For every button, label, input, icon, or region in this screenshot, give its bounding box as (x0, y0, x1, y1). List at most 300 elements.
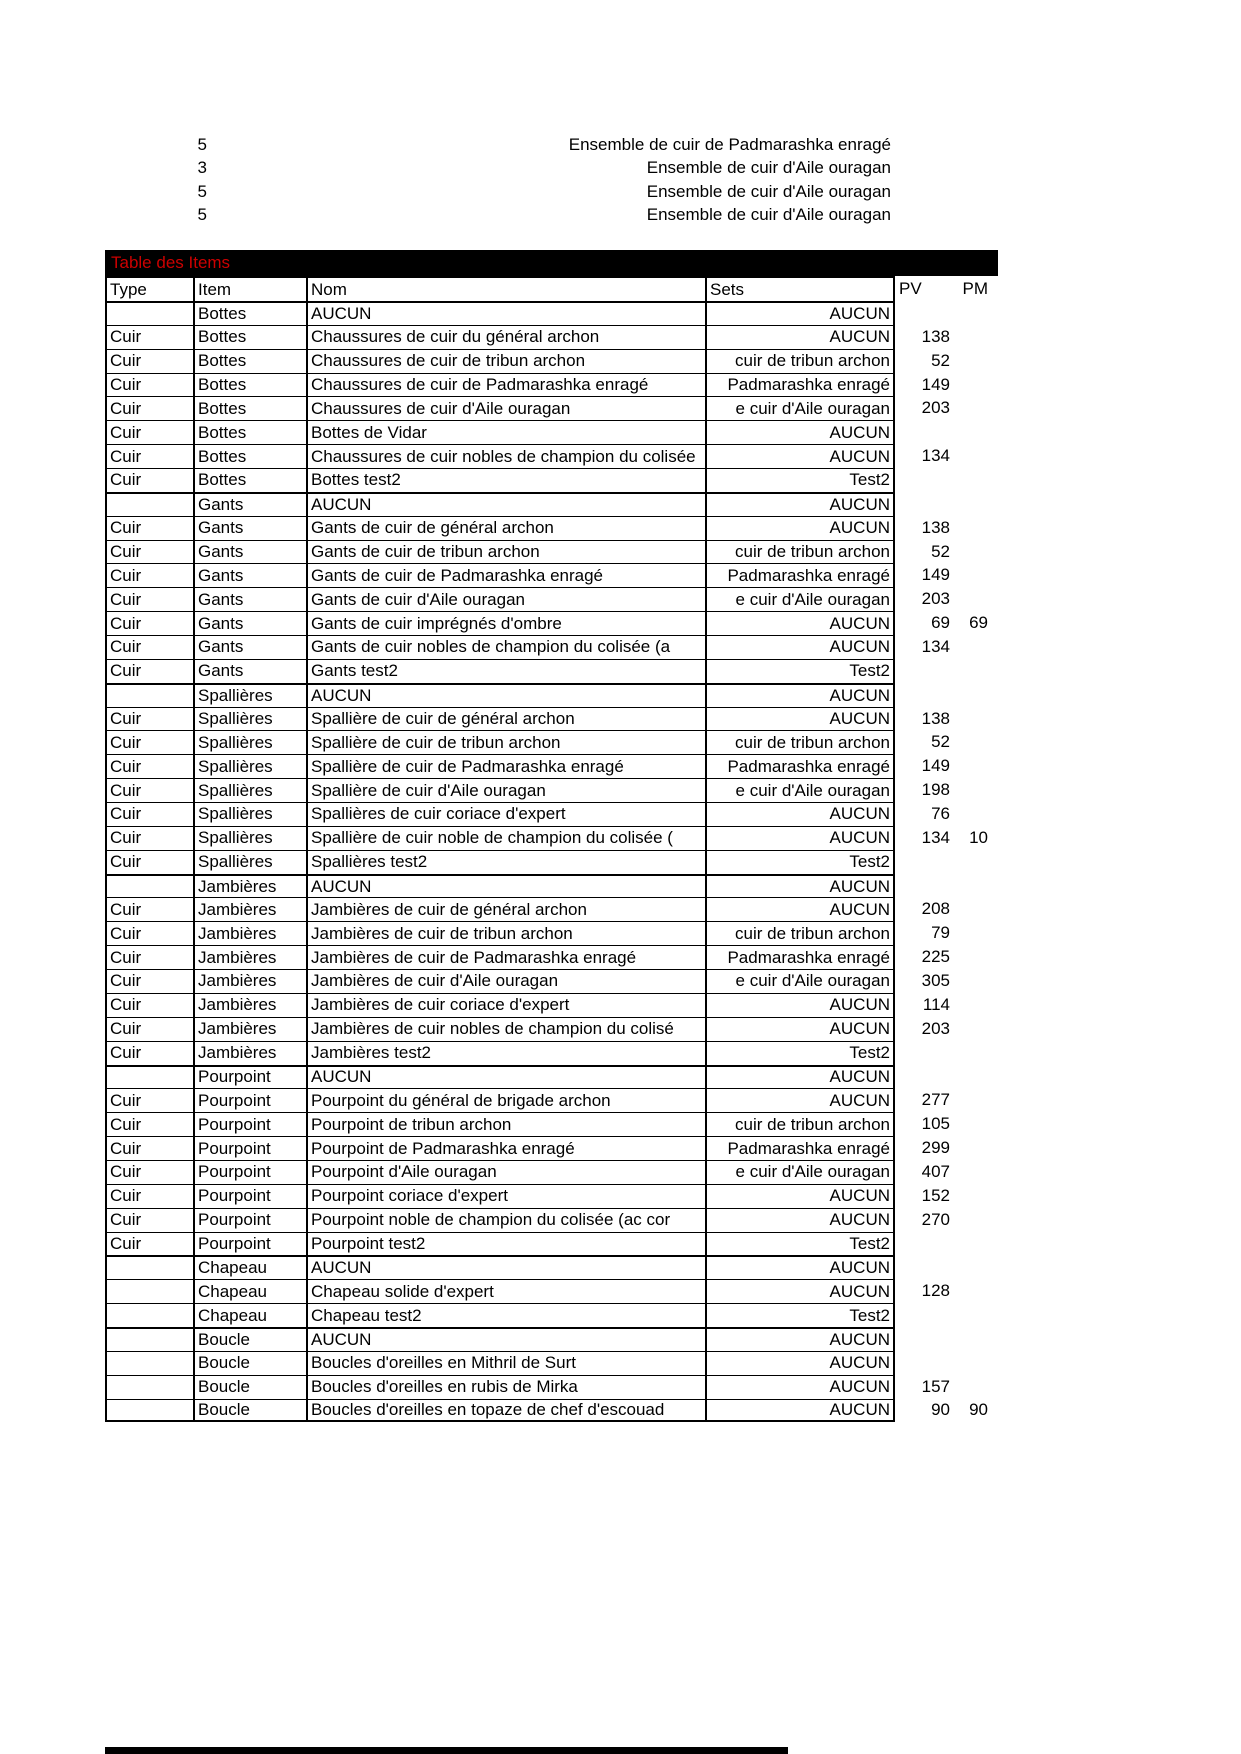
cell-pm (953, 683, 990, 707)
cell-pm (953, 1279, 990, 1303)
cell-pv: 52 (931, 541, 950, 561)
table-row (105, 730, 990, 754)
cell-pm: 10 (969, 827, 988, 847)
cell-item: Pourpoint (195, 1088, 308, 1112)
cell-pv: 79 (931, 923, 950, 943)
cell-pm (953, 635, 990, 659)
cell-pv (895, 659, 953, 683)
table-row (105, 897, 990, 921)
cell-pv (895, 1255, 953, 1279)
cell-nom: Chaussures de cuir du général archon (308, 325, 707, 349)
cell-item: Pourpoint (195, 1112, 308, 1136)
cell-pv (895, 1327, 953, 1351)
table-row (105, 1088, 990, 1112)
cell-pv: 149 (921, 565, 950, 585)
cell-type: Cuir (105, 945, 195, 969)
cell-type: Cuir (105, 1208, 195, 1232)
table-row (105, 1160, 990, 1184)
cell-item: Pourpoint (195, 1065, 308, 1089)
cell-type (105, 1351, 195, 1375)
cell-pm (953, 1041, 990, 1065)
cell-nom: Gants de cuir nobles de champion du colisée (a (308, 635, 707, 659)
col-header-item: Item (195, 276, 308, 301)
cell-item: Jambières (195, 1017, 308, 1041)
cell-pm (953, 1160, 990, 1184)
table-row (105, 540, 990, 564)
cell-type: Cuir (105, 850, 195, 874)
cell-pm (953, 1017, 990, 1041)
items-table (105, 276, 990, 1422)
cell-pm (953, 921, 990, 945)
cell-type: Cuir (105, 897, 195, 921)
cell-pm (953, 1088, 990, 1112)
cell-type: Cuir (105, 778, 195, 802)
cell-item: Bottes (195, 444, 308, 468)
cell-item: Jambières (195, 1041, 308, 1065)
cell-item: Chapeau (195, 1255, 308, 1279)
cell-pv: 152 (921, 1185, 950, 1205)
cell-pv: 52 (931, 350, 950, 370)
cell-type: Cuir (105, 635, 195, 659)
cell-sets: AUCUN (707, 1279, 895, 1303)
cell-nom: Pourpoint coriace d'expert (308, 1184, 707, 1208)
cell-pm (953, 420, 990, 444)
cell-item: Bottes (195, 468, 308, 492)
table-title: Table des Items (111, 253, 231, 272)
cell-pv (895, 1232, 953, 1256)
cell-sets: AUCUN (707, 325, 895, 349)
cell-pm (953, 396, 990, 420)
cell-pm (953, 349, 990, 373)
cell-pm (953, 1375, 990, 1399)
cell-type: Cuir (105, 802, 195, 826)
cell-sets: Test2 (707, 850, 895, 874)
cell-pv: 90 (931, 1400, 950, 1420)
cell-item: Boucle (195, 1327, 308, 1351)
cell-pm (953, 969, 990, 993)
cell-nom: AUCUN (308, 1327, 707, 1351)
cell-sets: AUCUN (707, 1017, 895, 1041)
table-header-row (105, 276, 990, 301)
cell-sets: AUCUN (707, 420, 895, 444)
summary-set-name: Ensemble de cuir de Padmarashka enragé (568, 135, 891, 154)
cell-type: Cuir (105, 1041, 195, 1065)
cell-pm (953, 993, 990, 1017)
cell-pm (953, 1065, 990, 1089)
cell-type: Cuir (105, 707, 195, 731)
cell-item: Jambières (195, 897, 308, 921)
cell-sets: AUCUN (707, 874, 895, 898)
cell-sets: AUCUN (707, 611, 895, 635)
cell-item: Spallières (195, 802, 308, 826)
cell-nom: Jambières de cuir de général archon (308, 897, 707, 921)
cell-item: Spallières (195, 778, 308, 802)
cell-type: Cuir (105, 587, 195, 611)
cell-pv (895, 683, 953, 707)
cell-item: Boucle (195, 1399, 308, 1423)
table-row (105, 826, 990, 850)
cell-pv (895, 1065, 953, 1089)
cell-type: Cuir (105, 396, 195, 420)
cell-sets: AUCUN (707, 1255, 895, 1279)
cell-sets: AUCUN (707, 1088, 895, 1112)
cell-pm: 90 (969, 1400, 988, 1420)
cell-item: Jambières (195, 945, 308, 969)
cell-pm (953, 1208, 990, 1232)
cell-pm (953, 516, 990, 540)
cell-item: Pourpoint (195, 1184, 308, 1208)
table-row (105, 492, 990, 516)
table-row (105, 1017, 990, 1041)
cell-nom: Spallières de cuir coriace d'expert (308, 802, 707, 826)
table-row (105, 420, 990, 444)
cell-sets: AUCUN (707, 444, 895, 468)
cell-item: Gants (195, 611, 308, 635)
cell-pv (895, 1041, 953, 1065)
cell-type: Cuir (105, 468, 195, 492)
table-row (105, 707, 990, 731)
cell-nom: Gants de cuir de Padmarashka enragé (308, 563, 707, 587)
cell-item: Jambières (195, 993, 308, 1017)
cell-item: Bottes (195, 396, 308, 420)
cell-nom: Gants de cuir de général archon (308, 516, 707, 540)
cell-pm (953, 1303, 990, 1327)
cell-nom: Spallière de cuir de tribun archon (308, 730, 707, 754)
cell-pv: 305 (921, 970, 950, 990)
cell-sets: e cuir d'Aile ouragan (707, 1160, 895, 1184)
summary-row (0, 156, 1000, 179)
cell-type (105, 874, 195, 898)
next-section-bar-cutoff (105, 1747, 788, 1754)
cell-pv: 277 (921, 1090, 950, 1110)
table-row (105, 349, 990, 373)
table-row (105, 1112, 990, 1136)
cell-type: Cuir (105, 325, 195, 349)
cell-sets: cuir de tribun archon (707, 1112, 895, 1136)
cell-sets: AUCUN (707, 802, 895, 826)
table-row (105, 945, 990, 969)
cell-pm (953, 1351, 990, 1375)
cell-sets: AUCUN (707, 993, 895, 1017)
cell-type (105, 1399, 195, 1423)
cell-pv: 138 (921, 708, 950, 728)
cell-pv: 134 (921, 827, 950, 847)
cell-item: Bottes (195, 420, 308, 444)
cell-item: Gants (195, 516, 308, 540)
cell-type: Cuir (105, 921, 195, 945)
cell-type (105, 1327, 195, 1351)
cell-pm (953, 373, 990, 397)
table-row (105, 468, 990, 492)
cell-item: Chapeau (195, 1303, 308, 1327)
cell-pm (953, 1255, 990, 1279)
cell-item: Jambières (195, 969, 308, 993)
cell-pv (895, 1303, 953, 1327)
col-header-type: Type (105, 276, 195, 301)
cell-sets: AUCUN (707, 1065, 895, 1089)
cell-pm (953, 850, 990, 874)
cell-nom: AUCUN (308, 683, 707, 707)
cell-pm (953, 874, 990, 898)
cell-sets: Test2 (707, 659, 895, 683)
cell-sets: AUCUN (707, 1184, 895, 1208)
table-row (105, 1303, 990, 1327)
cell-pm (953, 492, 990, 516)
cell-nom: Chaussures de cuir nobles de champion du colisée (308, 444, 707, 468)
table-row (105, 874, 990, 898)
cell-pm (953, 325, 990, 349)
summary-row (0, 180, 1000, 203)
cell-type (105, 1375, 195, 1399)
table-row (105, 1041, 990, 1065)
cell-pv: 52 (931, 732, 950, 752)
table-row (105, 993, 990, 1017)
cell-pm (953, 659, 990, 683)
cell-pm (953, 897, 990, 921)
cell-item: Gants (195, 587, 308, 611)
cell-pm (953, 301, 990, 325)
cell-pm (953, 1112, 990, 1136)
table-row (105, 921, 990, 945)
cell-pv: 138 (921, 326, 950, 346)
cell-pm (953, 802, 990, 826)
cell-nom: Spallière de cuir d'Aile ouragan (308, 778, 707, 802)
cell-sets: AUCUN (707, 492, 895, 516)
cell-pv (895, 874, 953, 898)
cell-type (105, 683, 195, 707)
cell-pv: 208 (921, 899, 950, 919)
cell-pm (953, 1136, 990, 1160)
cell-pv: 76 (931, 803, 950, 823)
cell-pv (895, 1351, 953, 1375)
cell-nom: AUCUN (308, 874, 707, 898)
cell-nom: Chaussures de cuir de tribun archon (308, 349, 707, 373)
summary-set-name: Ensemble de cuir d'Aile ouragan (646, 158, 891, 178)
cell-nom: Jambières de cuir d'Aile ouragan (308, 969, 707, 993)
cell-item: Spallières (195, 826, 308, 850)
summary-set-name: Ensemble de cuir d'Aile ouragan (646, 205, 891, 225)
cell-item: Bottes (195, 301, 308, 325)
cell-sets: AUCUN (707, 897, 895, 921)
cell-nom: Pourpoint de Padmarashka enragé (308, 1136, 707, 1160)
cell-type: Cuir (105, 1088, 195, 1112)
cell-type (105, 301, 195, 325)
cell-type: Cuir (105, 659, 195, 683)
cell-nom: Bottes de Vidar (308, 420, 707, 444)
cell-nom: Pourpoint test2 (308, 1232, 707, 1256)
cell-pv (895, 420, 953, 444)
cell-sets: Test2 (707, 1041, 895, 1065)
cell-sets: Test2 (707, 1232, 895, 1256)
cell-sets: e cuir d'Aile ouragan (707, 969, 895, 993)
cell-item: Pourpoint (195, 1136, 308, 1160)
cell-sets: AUCUN (707, 826, 895, 850)
summary-qty: 5 (197, 181, 207, 201)
table-row (105, 850, 990, 874)
cell-item: Gants (195, 540, 308, 564)
cell-pv: 299 (921, 1138, 950, 1157)
cell-pv: 203 (921, 1018, 950, 1038)
summary-set-name: Ensemble de cuir d'Aile ouragan (646, 181, 891, 201)
cell-type (105, 1255, 195, 1279)
table-row (105, 635, 990, 659)
cell-type: Cuir (105, 826, 195, 850)
cell-pm (953, 540, 990, 564)
cell-item: Chapeau (195, 1279, 308, 1303)
cell-type: Cuir (105, 563, 195, 587)
cell-nom: Bottes test2 (308, 468, 707, 492)
cell-item: Spallières (195, 730, 308, 754)
cell-sets: cuir de tribun archon (707, 730, 895, 754)
cell-type: Cuir (105, 730, 195, 754)
table-row (105, 1136, 990, 1160)
cell-sets: AUCUN (707, 1351, 895, 1375)
cell-pm (953, 1327, 990, 1351)
cell-item: Pourpoint (195, 1160, 308, 1184)
cell-sets: e cuir d'Aile ouragan (707, 778, 895, 802)
cell-pm (953, 468, 990, 492)
table-row (105, 1375, 990, 1399)
cell-nom: Jambières de cuir de Padmarashka enragé (308, 945, 707, 969)
cell-pm (953, 707, 990, 731)
cell-type: Cuir (105, 1232, 195, 1256)
cell-nom: Jambières test2 (308, 1041, 707, 1065)
cell-pv: 138 (921, 517, 950, 537)
table-row (105, 1232, 990, 1256)
cell-sets: cuir de tribun archon (707, 921, 895, 945)
summary-row (0, 203, 1000, 226)
cell-sets: AUCUN (707, 1327, 895, 1351)
cell-type: Cuir (105, 420, 195, 444)
cell-pv: 203 (921, 398, 950, 418)
table-row (105, 516, 990, 540)
cell-type: Cuir (105, 540, 195, 564)
cell-pv: 69 (931, 613, 950, 633)
cell-item: Gants (195, 659, 308, 683)
cell-sets: AUCUN (707, 301, 895, 325)
cell-type: Cuir (105, 349, 195, 373)
cell-pm (953, 1184, 990, 1208)
cell-type: Cuir (105, 993, 195, 1017)
table-row (105, 1065, 990, 1089)
cell-item: Bottes (195, 325, 308, 349)
summary-row (0, 133, 1000, 156)
cell-sets: AUCUN (707, 1399, 895, 1423)
cell-item: Bottes (195, 349, 308, 373)
summary-qty: 5 (197, 135, 207, 154)
cell-nom: Jambières de cuir nobles de champion du colisé (308, 1017, 707, 1041)
cell-sets: cuir de tribun archon (707, 540, 895, 564)
cell-sets: e cuir d'Aile ouragan (707, 587, 895, 611)
table-row (105, 373, 990, 397)
cell-item: Spallières (195, 683, 308, 707)
cell-nom: Pourpoint de tribun archon (308, 1112, 707, 1136)
cell-pv: 149 (921, 374, 950, 394)
table-row (105, 969, 990, 993)
cell-pv: 225 (921, 947, 950, 967)
table-row (105, 1327, 990, 1351)
cell-nom: Gants de cuir de tribun archon (308, 540, 707, 564)
cell-pv: 114 (922, 994, 950, 1014)
table-row (105, 444, 990, 468)
cell-item: Boucle (195, 1351, 308, 1375)
cell-type: Cuir (105, 373, 195, 397)
cell-nom: Chapeau test2 (308, 1303, 707, 1327)
cell-item: Bottes (195, 373, 308, 397)
cell-pv: 203 (921, 589, 950, 609)
cell-sets: Test2 (707, 468, 895, 492)
col-header-pm: PM (962, 278, 988, 298)
cell-pv (895, 301, 953, 325)
cell-item: Boucle (195, 1375, 308, 1399)
cell-nom: Spallière de cuir de Padmarashka enragé (308, 754, 707, 778)
cell-nom: Chaussures de cuir d'Aile ouragan (308, 396, 707, 420)
cell-sets: Padmarashka enragé (707, 373, 895, 397)
cell-type: Cuir (105, 1160, 195, 1184)
cell-pm: 69 (969, 613, 988, 633)
cell-nom: Boucles d'oreilles en Mithril de Surt (308, 1351, 707, 1375)
summary-qty: 3 (197, 158, 207, 178)
table-row (105, 778, 990, 802)
table-body (105, 301, 990, 1422)
table-row (105, 563, 990, 587)
cell-pm (953, 730, 990, 754)
cell-nom: Jambières de cuir de tribun archon (308, 921, 707, 945)
cell-item: Pourpoint (195, 1232, 308, 1256)
table-row (105, 683, 990, 707)
cell-item: Jambières (195, 874, 308, 898)
cell-item: Gants (195, 492, 308, 516)
cell-nom: Chapeau solide d'expert (308, 1279, 707, 1303)
cell-pv: 105 (921, 1114, 950, 1134)
cell-nom: Spallières test2 (308, 850, 707, 874)
table-row (105, 1279, 990, 1303)
top-summary-list (0, 133, 1000, 227)
cell-type: Cuir (105, 1184, 195, 1208)
cell-sets: AUCUN (707, 1375, 895, 1399)
cell-nom: AUCUN (308, 492, 707, 516)
cell-nom: Pourpoint noble de champion du colisée (ac cor (308, 1208, 707, 1232)
cell-sets: AUCUN (707, 516, 895, 540)
cell-item: Spallières (195, 707, 308, 731)
cell-type (105, 1279, 195, 1303)
cell-type: Cuir (105, 516, 195, 540)
cell-pv (895, 468, 953, 492)
table-row (105, 1184, 990, 1208)
cell-pv: 198 (921, 780, 950, 800)
cell-pv: 270 (921, 1209, 950, 1229)
cell-pm (953, 444, 990, 468)
cell-sets: e cuir d'Aile ouragan (707, 396, 895, 420)
cell-sets: AUCUN (707, 1208, 895, 1232)
cell-nom: Spallière de cuir noble de champion du colisée ( (308, 826, 707, 850)
cell-type: Cuir (105, 1136, 195, 1160)
table-row (105, 301, 990, 325)
table-row (105, 1351, 990, 1375)
cell-type: Cuir (105, 1112, 195, 1136)
cell-pm (953, 587, 990, 611)
cell-pv (895, 492, 953, 516)
table-row (105, 1399, 990, 1423)
col-header-sets: Sets (707, 276, 895, 301)
cell-nom: AUCUN (308, 301, 707, 325)
cell-nom: Jambières de cuir coriace d'expert (308, 993, 707, 1017)
table-row (105, 754, 990, 778)
cell-sets: AUCUN (707, 707, 895, 731)
cell-item: Spallières (195, 850, 308, 874)
cell-nom: Pourpoint du général de brigade archon (308, 1088, 707, 1112)
cell-item: Gants (195, 563, 308, 587)
